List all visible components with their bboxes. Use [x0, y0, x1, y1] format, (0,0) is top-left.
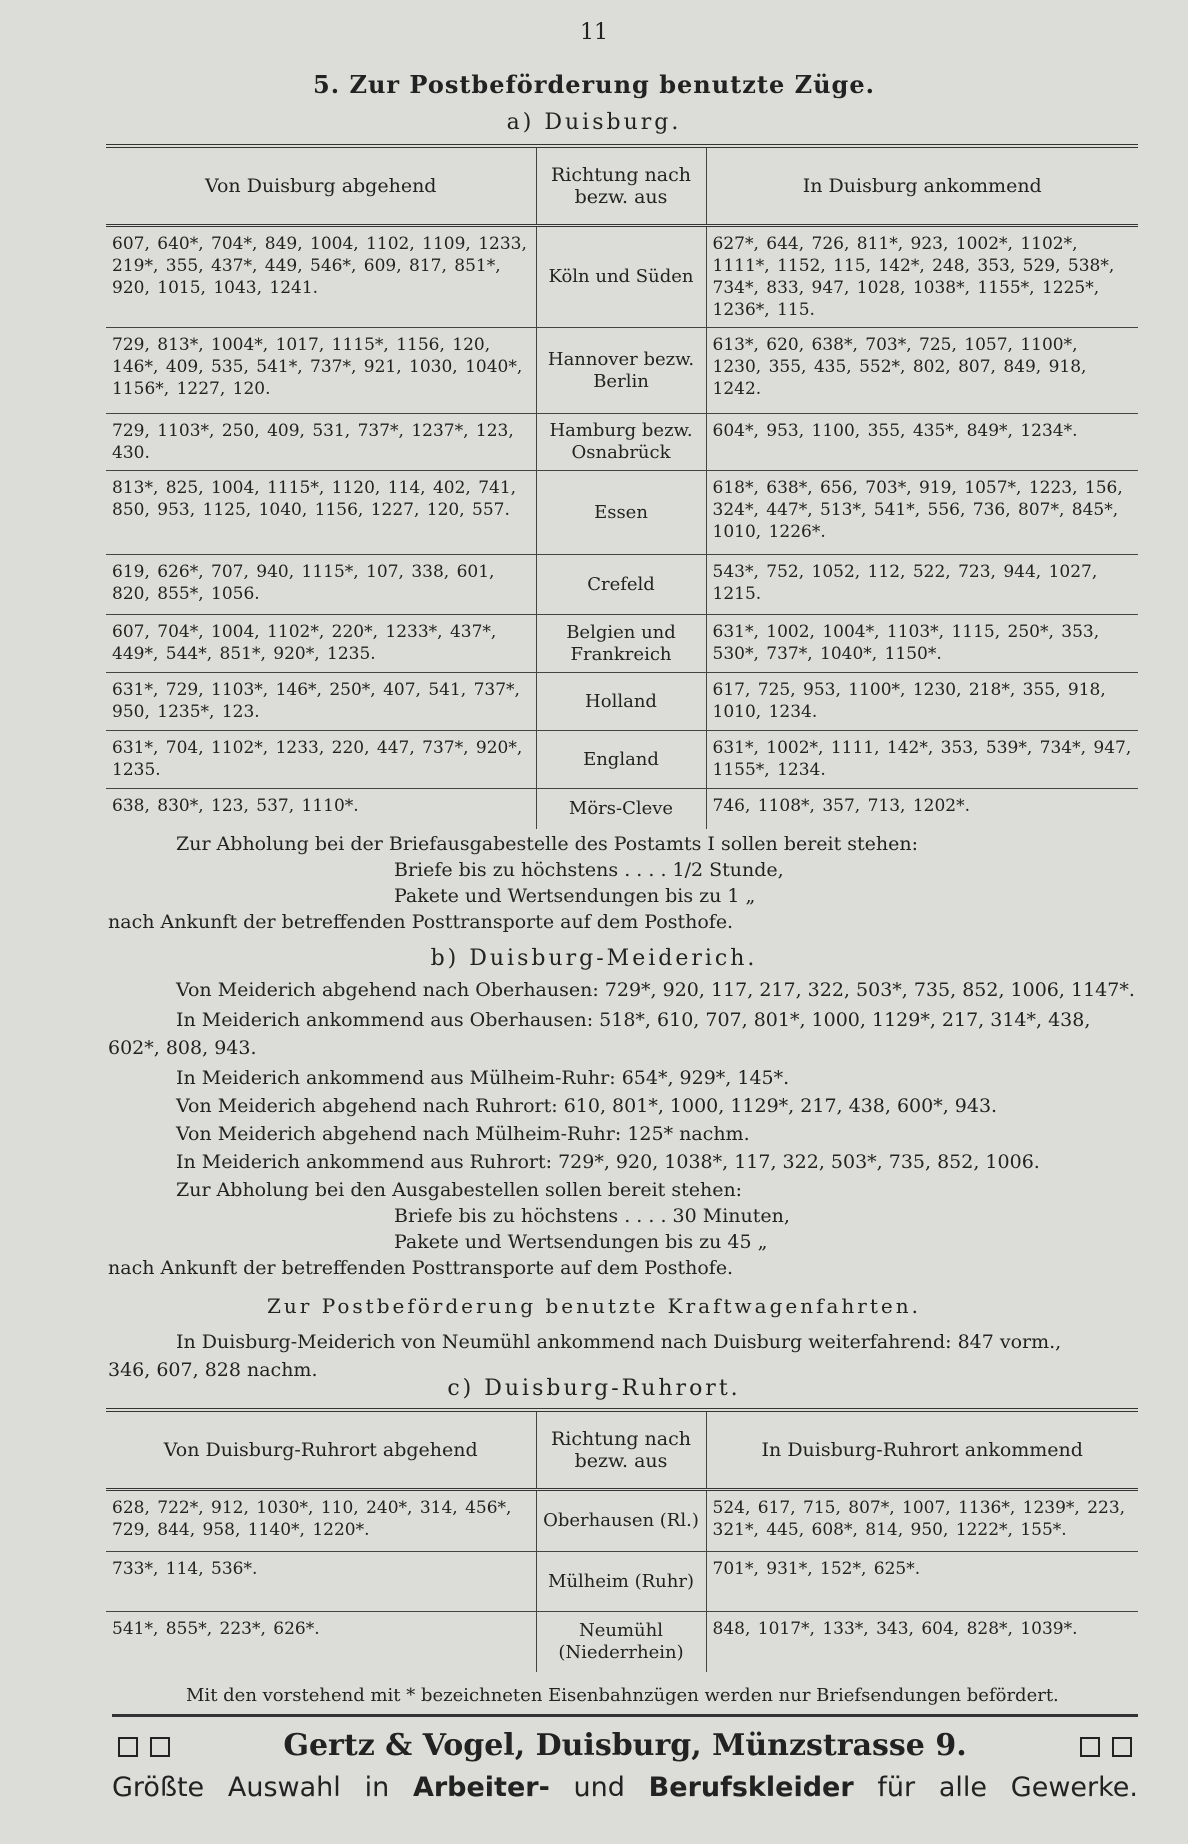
table-row: [106, 615, 1138, 673]
ad-word: Größte: [112, 1772, 205, 1803]
kraft-heading: Zur Postbeförderung benutzte Kraftwagenfahrten.: [267, 1294, 921, 1318]
text-line: 346, 607, 828 nachm.: [108, 1359, 318, 1381]
dir-cell: Crefeld: [536, 555, 706, 615]
arr-cell: 746, 1108*, 357, 713, 1202*.: [712, 796, 971, 816]
dir-cell: Hamburg bezw. Osnabrück: [536, 414, 706, 471]
arr-cell: 618*, 638*, 656, 703*, 919, 1057*, 1223, 156, 324*, 447*, 513*, 541*, 556, 736, 807*, 845*, 1010, 1226*.: [706, 471, 1138, 555]
dir-cell: England: [536, 731, 706, 789]
arr-cell: 613*, 620, 638*, 703*, 725, 1057, 1100*, 1230, 355, 435, 552*, 802, 807, 849, 918, 1242.: [706, 328, 1138, 414]
dir-cell: Mörs-Cleve: [536, 789, 706, 829]
page-title: 5. Zur Postbeförderung benutzte Züge.: [313, 70, 875, 99]
text-line: In Duisburg-Meiderich von Neumühl ankommend nach Duisburg weiterfahrend: 847 vorm.,: [176, 1331, 1062, 1353]
dir-cell: Mülheim (Ruhr): [536, 1552, 706, 1612]
dep-cell: 541*, 855*, 223*, 626*.: [112, 1619, 320, 1639]
dep-cell: 813*, 825, 1004, 1115*, 1120, 114, 402, 741, 850, 953, 1125, 1040, 1156, 1227, 120, 557.: [106, 471, 536, 555]
ad-word: Arbeiter-: [412, 1772, 550, 1803]
arr-cell: 617, 725, 953, 1100*, 1230, 218*, 355, 918, 1010, 1234.: [706, 673, 1138, 731]
page-number: 11: [580, 20, 608, 45]
dep-cell: 619, 626*, 707, 940, 1115*, 107, 338, 601, 820, 855*, 1056.: [106, 555, 536, 615]
timetable-ruhrort: [106, 1408, 1138, 1672]
box-ornaments: [1074, 1728, 1138, 1763]
col-header-arr: In Duisburg ankommend: [706, 146, 1138, 226]
arr-cell: 524, 617, 715, 807*, 1007, 1136*, 1239*, 223, 321*, 445, 608*, 814, 950, 1222*, 155*.: [706, 1490, 1138, 1552]
note-line: nach Ankunft der betreffenden Posttransporte auf dem Posthofe.: [108, 911, 734, 933]
table-row: [106, 328, 1138, 414]
table-row: [106, 673, 1138, 731]
arr-cell: 701*, 931*, 152*, 625*.: [706, 1552, 1138, 1612]
col-header-dep: Von Duisburg-Ruhrort abgehend: [106, 1410, 536, 1490]
col-header-arr: In Duisburg-Ruhrort ankommend: [706, 1410, 1138, 1490]
dep-cell: 729, 813*, 1004*, 1017, 1115*, 1156, 120, 146*, 409, 535, 541*, 737*, 921, 1030, 1040*, 1156*, 1227, 120.: [106, 328, 536, 414]
text-line: Zur Abholung bei den Ausgabestellen sollen bereit stehen:: [176, 1179, 743, 1201]
box-ornaments: [112, 1728, 176, 1763]
arr-cell: 848, 1017*, 133*, 343, 604, 828*, 1039*.: [712, 1619, 1078, 1639]
dir-cell: Essen: [536, 471, 706, 555]
dep-cell: 628, 722*, 912, 1030*, 110, 240*, 314, 456*, 729, 844, 958, 1140*, 1220*.: [106, 1490, 536, 1552]
ad-word: für: [877, 1772, 916, 1803]
advertisement-line-1: [112, 1728, 1138, 1763]
dep-cell: 631*, 704, 1102*, 1233, 220, 447, 737*, 920*, 1235.: [106, 731, 536, 789]
ad-word: und: [573, 1772, 625, 1803]
table-row: [106, 471, 1138, 555]
text-line: Pakete und Wertsendungen bis zu 45 „: [394, 1231, 768, 1253]
dir-cell: Oberhausen (Rl.): [536, 1490, 706, 1552]
table-row: [106, 789, 1138, 829]
dep-cell: 638, 830*, 123, 537, 1110*.: [112, 796, 359, 816]
footnote: Mit den vorstehend mit * bezeichneten Eisenbahnzügen werden nur Briefsendungen befördert.: [186, 1685, 1059, 1706]
text-line: nach Ankunft der betreffenden Posttransporte auf dem Posthofe.: [108, 1257, 734, 1279]
dir-cell: Neumühl (Niederrhein): [536, 1612, 706, 1672]
section-a-heading: a) Duisburg.: [506, 110, 682, 135]
dir-cell: Holland: [536, 673, 706, 731]
col-header-dep: Von Duisburg abgehend: [106, 146, 536, 226]
table-row: [106, 731, 1138, 789]
text-line: In Meiderich ankommend aus Ruhrort: 729*, 920, 1038*, 117, 322, 503*, 735, 852, 1006.: [176, 1151, 1040, 1173]
text-line: Von Meiderich abgehend nach Mülheim-Ruhr: 125* nachm.: [176, 1123, 750, 1145]
divider: [112, 1714, 1138, 1717]
arr-cell: 604*, 953, 1100, 355, 435*, 849*, 1234*.: [706, 414, 1138, 471]
table-row: [106, 1612, 1138, 1672]
arr-cell: 631*, 1002, 1004*, 1103*, 1115, 250*, 353, 530*, 737*, 1040*, 1150*.: [706, 615, 1138, 673]
table-row: [106, 555, 1138, 615]
ad-word: alle: [938, 1772, 988, 1803]
dir-cell: Köln und Süden: [536, 226, 706, 328]
text-line: 602*, 808, 943.: [108, 1037, 257, 1059]
timetable-duisburg: [106, 144, 1138, 829]
text-line: Von Meiderich abgehend nach Ruhrort: 610, 801*, 1000, 1129*, 217, 438, 600*, 943.: [176, 1095, 998, 1117]
ad-word: in: [364, 1772, 390, 1803]
text-line: In Meiderich ankommend aus Oberhausen: 518*, 610, 707, 801*, 1000, 1129*, 217, 314*, 438,: [176, 1009, 1091, 1031]
dep-cell: 607, 640*, 704*, 849, 1004, 1102, 1109, 1233, 219*, 355, 437*, 449, 546*, 609, 817, 851*, 920, 1015, 1043, 1241.: [106, 226, 536, 328]
note-line: Briefe bis zu höchstens . . . . 1/2 Stunde,: [394, 859, 784, 881]
col-header-dir: Richtung nach bezw. aus: [536, 146, 706, 226]
dir-cell: Belgien und Frankreich: [536, 615, 706, 673]
col-header-dir: Richtung nach bezw. aus: [536, 1410, 706, 1490]
ad-word: Berufskleider: [648, 1772, 854, 1803]
text-line: Briefe bis zu höchstens . . . . 30 Minuten,: [394, 1205, 790, 1227]
ad-word: Gewerke.: [1010, 1772, 1138, 1803]
dir-cell: Hannover bezw. Berlin: [536, 328, 706, 414]
dep-cell: 733*, 114, 536*.: [106, 1552, 536, 1612]
ad-company: Gertz & Vogel, Duisburg, Münzstrasse 9.: [283, 1728, 967, 1763]
note-line: Zur Abholung bei der Briefausgabestelle des Postamts I sollen bereit stehen:: [176, 833, 919, 855]
text-line: In Meiderich ankommend aus Mülheim-Ruhr: 654*, 929*, 145*.: [176, 1067, 790, 1089]
text-line: Von Meiderich abgehend nach Oberhausen: 729*, 920, 117, 217, 322, 503*, 735, 852, 1006, 1147*.: [176, 979, 1135, 1001]
table-row: [106, 226, 1138, 328]
section-c-heading: c) Duisburg-Ruhrort.: [447, 1376, 741, 1401]
arr-cell: 631*, 1002*, 1111, 142*, 353, 539*, 734*, 947, 1155*, 1234.: [706, 731, 1138, 789]
table-row: [106, 1490, 1138, 1552]
arr-cell: 627*, 644, 726, 811*, 923, 1002*, 1102*, 1111*, 1152, 115, 142*, 248, 353, 529, 538*, 734*, 833, 947, 1028, 1038*, 1155*, 1225*, 1236*, 115.: [706, 226, 1138, 328]
section-b-heading: b) Duisburg-Meiderich.: [430, 946, 758, 971]
arr-cell: 543*, 752, 1052, 112, 522, 723, 944, 1027, 1215.: [706, 555, 1138, 615]
dep-cell: 729, 1103*, 250, 409, 531, 737*, 1237*, 123, 430.: [106, 414, 536, 471]
ad-word: Auswahl: [227, 1772, 341, 1803]
dep-cell: 631*, 729, 1103*, 146*, 250*, 407, 541, 737*, 950, 1235*, 123.: [106, 673, 536, 731]
dep-cell: 607, 704*, 1004, 1102*, 220*, 1233*, 437*, 449*, 544*, 851*, 920*, 1235.: [106, 615, 536, 673]
table-row: [106, 414, 1138, 471]
advertisement-line-2: [112, 1772, 1138, 1803]
note-line: Pakete und Wertsendungen bis zu 1 „: [394, 885, 756, 907]
table-row: [106, 1552, 1138, 1612]
